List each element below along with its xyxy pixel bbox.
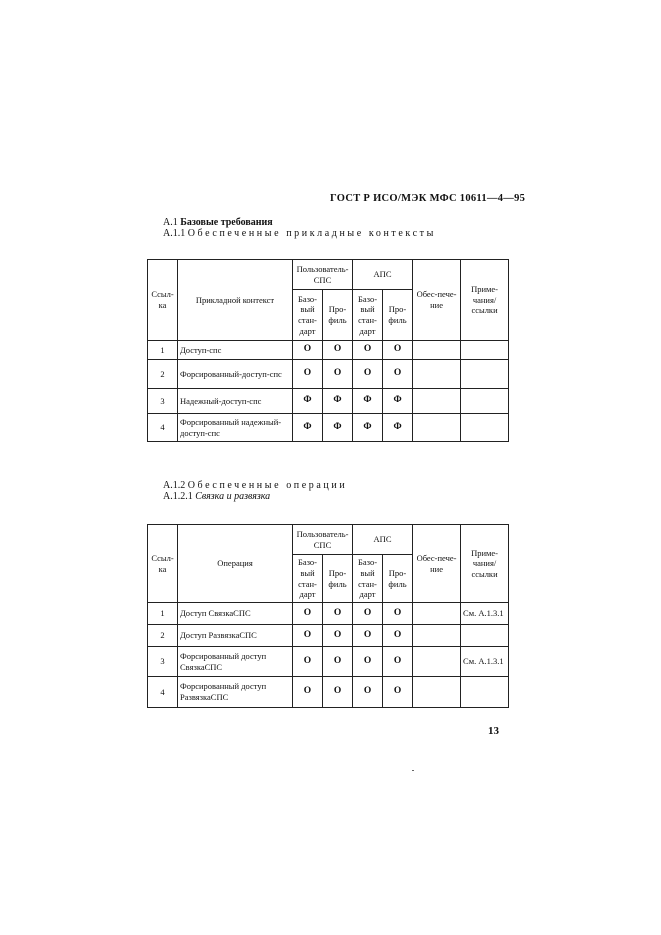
row-support	[413, 603, 461, 625]
row-base-aps: О	[353, 625, 383, 647]
row-name: Доступ РазвязкаСПС	[178, 625, 293, 647]
row-profile-user: О	[323, 360, 353, 389]
row-support	[413, 647, 461, 677]
row-notes	[461, 389, 509, 414]
section-a1-heading	[163, 217, 273, 228]
table-row	[148, 341, 509, 360]
row-name: Форсированный надежный-доступ-спс	[178, 414, 293, 442]
row-profile-aps: О	[383, 677, 413, 708]
row-notes	[461, 677, 509, 708]
row-name: Надежный-доступ-спс	[178, 389, 293, 414]
page-number: 13	[488, 725, 499, 737]
row-base-user: О	[293, 677, 323, 708]
header-base-2: Базо-вый стан-дарт	[353, 290, 383, 341]
header-base-1: Базо-вый стан-дарт	[293, 290, 323, 341]
row-profile-user: О	[323, 603, 353, 625]
header-notes: Приме-чания/ссылки	[461, 525, 509, 603]
row-support	[413, 414, 461, 442]
row-support	[413, 341, 461, 360]
section-a11-number: A.1.1	[163, 228, 186, 239]
row-notes: См. А.1.3.1	[461, 603, 509, 625]
row-support	[413, 389, 461, 414]
row-profile-aps: Ф	[383, 389, 413, 414]
header-support: Обес-пече-ние	[413, 525, 461, 603]
row-name: Форсированный доступ РазвязкаСПС	[178, 677, 293, 708]
table-row	[148, 360, 509, 389]
header-profile-1: Про-филь	[323, 555, 353, 603]
row-notes	[461, 414, 509, 442]
row-base-user: О	[293, 647, 323, 677]
header-base-1: Базо-вый стан-дарт	[293, 555, 323, 603]
row-ref: 2	[148, 625, 178, 647]
header-context: Прикладной контекст	[178, 260, 293, 341]
header-base-2: Базо-вый стан-дарт	[353, 555, 383, 603]
row-ref: 1	[148, 603, 178, 625]
row-base-user: О	[293, 603, 323, 625]
section-a12-title: Обеспеченные операции	[187, 480, 348, 491]
row-profile-user: О	[323, 647, 353, 677]
header-aps: АПС	[353, 260, 413, 290]
row-profile-aps: О	[383, 603, 413, 625]
row-ref: 4	[148, 414, 178, 442]
table-row	[148, 647, 509, 677]
section-a1-title: Базовые требования	[180, 217, 273, 228]
row-profile-aps: О	[383, 625, 413, 647]
row-name: Форсированный-доступ-спс	[178, 360, 293, 389]
row-ref: 3	[148, 647, 178, 677]
row-ref: 1	[148, 341, 178, 360]
row-ref: 4	[148, 677, 178, 708]
row-support	[413, 360, 461, 389]
row-profile-user: Ф	[323, 389, 353, 414]
row-base-aps: Ф	[353, 414, 383, 442]
section-a11-heading	[163, 228, 436, 239]
row-name: Доступ СвязкаСПС	[178, 603, 293, 625]
row-support	[413, 677, 461, 708]
row-base-aps: О	[353, 677, 383, 708]
header-aps: АПС	[353, 525, 413, 555]
header-profile-2: Про-филь	[383, 290, 413, 341]
row-profile-user: О	[323, 341, 353, 360]
header-user: Пользователь-СПС	[293, 525, 353, 555]
document-header: ГОСТ Р ИСО/МЭК МФС 10611—4—95	[330, 193, 526, 204]
row-ref: 2	[148, 360, 178, 389]
header-support: Обес-пече-ние	[413, 260, 461, 341]
row-base-aps: О	[353, 360, 383, 389]
section-a1-number: A.1	[163, 217, 178, 228]
row-profile-aps: О	[383, 341, 413, 360]
row-profile-user: О	[323, 677, 353, 708]
section-a12-heading	[163, 480, 347, 491]
row-profile-aps: О	[383, 647, 413, 677]
row-profile-aps: Ф	[383, 414, 413, 442]
row-base-user: О	[293, 341, 323, 360]
contexts-table	[147, 259, 509, 442]
section-a12-number: A.1.2	[163, 480, 186, 491]
row-notes: См. А.1.3.1	[461, 647, 509, 677]
row-ref: 3	[148, 389, 178, 414]
row-base-aps: О	[353, 647, 383, 677]
scan-speck	[412, 770, 414, 771]
row-notes	[461, 341, 509, 360]
row-base-user: О	[293, 360, 323, 389]
section-a11-title: Обеспеченные прикладные контексты	[187, 228, 436, 239]
row-notes	[461, 625, 509, 647]
table-row	[148, 389, 509, 414]
row-base-aps: Ф	[353, 389, 383, 414]
row-notes	[461, 360, 509, 389]
section-a121-heading	[163, 491, 270, 502]
section-a121-title: Связка и развязка	[195, 491, 271, 502]
row-profile-user: Ф	[323, 414, 353, 442]
operations-table	[147, 524, 509, 708]
row-name: Доступ-спс	[178, 341, 293, 360]
table-row	[148, 603, 509, 625]
row-profile-user: О	[323, 625, 353, 647]
row-base-user: О	[293, 625, 323, 647]
section-a121-number: A.1.2.1	[163, 491, 193, 502]
header-ref: Ссыл-ка	[148, 260, 178, 341]
row-name: Форсированный доступ СвязкаСПС	[178, 647, 293, 677]
table-row	[148, 625, 509, 647]
header-operation: Операция	[178, 525, 293, 603]
row-support	[413, 625, 461, 647]
table-row	[148, 677, 509, 708]
row-base-user: Ф	[293, 414, 323, 442]
header-user: Пользователь-СПС	[293, 260, 353, 290]
row-base-user: Ф	[293, 389, 323, 414]
header-ref: Ссыл-ка	[148, 525, 178, 603]
row-base-aps: О	[353, 341, 383, 360]
header-profile-2: Про-филь	[383, 555, 413, 603]
table-row	[148, 414, 509, 442]
header-profile-1: Про-филь	[323, 290, 353, 341]
row-profile-aps: О	[383, 360, 413, 389]
header-notes: Приме-чания/ссылки	[461, 260, 509, 341]
row-base-aps: О	[353, 603, 383, 625]
